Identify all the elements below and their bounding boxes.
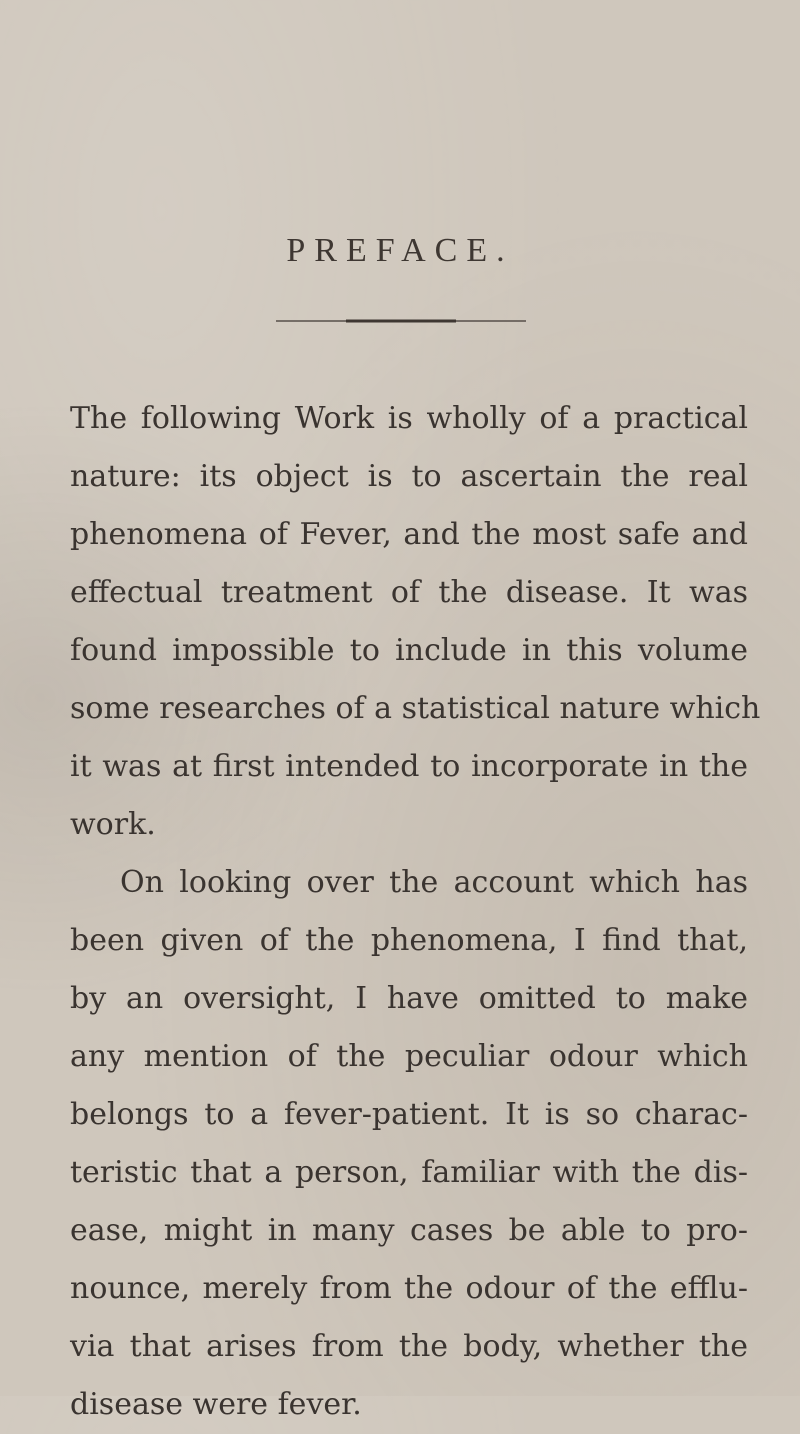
text-line: effectual treatment of the disease. It was xyxy=(70,575,748,610)
text-line: On looking over the account which has xyxy=(120,865,748,900)
text-line: The following Work is wholly of a practical xyxy=(70,401,748,436)
text-line: by an oversight, I have omitted to make xyxy=(70,981,748,1016)
text-line: via that arises from the body, whether the xyxy=(70,1329,748,1364)
text-line: been given of the phenomena, I find that, xyxy=(70,923,748,958)
text-line: it was at first intended to incorporate in the xyxy=(70,749,748,784)
paragraph-2 xyxy=(70,854,748,1434)
text-line: nounce, merely from the odour of the efflu- xyxy=(70,1271,748,1306)
text-line: any mention of the peculiar odour which xyxy=(70,1039,748,1074)
text-line: teristic that a person, familiar with the dis- xyxy=(70,1155,748,1190)
text-line: work. xyxy=(70,807,156,842)
text-line: ease, might in many cases be able to pro- xyxy=(70,1213,748,1248)
text-line: belongs to a fever-patient. It is so charac- xyxy=(70,1097,748,1132)
paragraph-1 xyxy=(70,390,761,854)
page-title: PREFACE. xyxy=(286,232,514,269)
preface-body xyxy=(70,390,761,1434)
text-line: some researches of a statistical nature which xyxy=(70,691,761,726)
text-line: disease were fever. xyxy=(70,1387,362,1422)
text-line: nature: its object is to ascertain the real xyxy=(70,459,748,494)
title-rule xyxy=(276,319,526,323)
text-line: phenomena of Fever, and the most safe and xyxy=(70,517,748,552)
text-line: found impossible to include in this volume xyxy=(70,633,748,668)
